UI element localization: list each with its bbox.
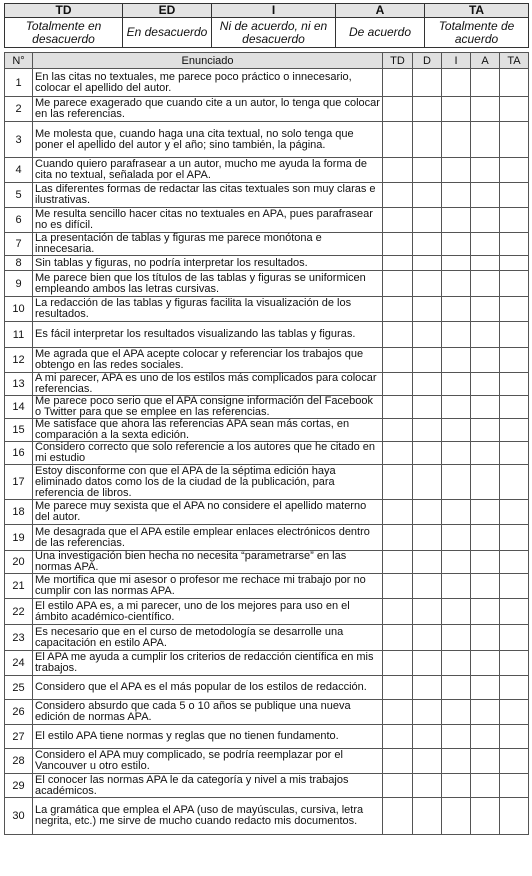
answer-cell-d[interactable] xyxy=(413,69,442,97)
answer-cell-d[interactable] xyxy=(413,348,442,373)
scale-description: Totalmente de acuerdo xyxy=(425,18,529,48)
answer-cell-i[interactable] xyxy=(442,500,471,525)
answer-cell-i[interactable] xyxy=(442,525,471,551)
table-row xyxy=(5,500,529,525)
scale-legend xyxy=(4,3,529,48)
table-row xyxy=(5,625,529,651)
answer-cell-ta[interactable] xyxy=(500,158,529,183)
scale-code: A xyxy=(336,4,425,18)
answer-cell-i[interactable] xyxy=(442,97,471,122)
answer-cell-td[interactable] xyxy=(383,651,413,676)
answer-cell-i[interactable] xyxy=(442,625,471,651)
item-number: 3 xyxy=(5,122,33,158)
answer-cell-i[interactable] xyxy=(442,208,471,233)
answer-cell-ta[interactable] xyxy=(500,725,529,749)
item-statement: Considero absurdo que cada 5 o 10 años se publique una nueva edición de normas APA. xyxy=(33,700,383,725)
header-d: D xyxy=(413,53,442,69)
item-statement: Me parece exagerado que cuando cite a un autor, lo tenga que colocar en las referencias. xyxy=(33,97,383,122)
answer-cell-td[interactable] xyxy=(383,183,413,208)
answer-cell-d[interactable] xyxy=(413,158,442,183)
answer-cell-ta[interactable] xyxy=(500,442,529,465)
answer-cell-d[interactable] xyxy=(413,798,442,835)
answer-cell-ta[interactable] xyxy=(500,208,529,233)
answer-cell-i[interactable] xyxy=(442,465,471,500)
answer-cell-ta[interactable] xyxy=(500,419,529,442)
table-row xyxy=(5,525,529,551)
answer-cell-a[interactable] xyxy=(471,158,500,183)
scale-description: Totalmente en desacuerdo xyxy=(5,18,123,48)
answer-cell-ta[interactable] xyxy=(500,396,529,419)
scale-description: En desacuerdo xyxy=(123,18,212,48)
answer-cell-d[interactable] xyxy=(413,676,442,700)
answer-cell-a[interactable] xyxy=(471,322,500,348)
table-row xyxy=(5,798,529,835)
answer-cell-i[interactable] xyxy=(442,69,471,97)
answer-cell-ta[interactable] xyxy=(500,574,529,599)
answer-cell-td[interactable] xyxy=(383,599,413,625)
answer-cell-td[interactable] xyxy=(383,551,413,574)
table-row xyxy=(5,651,529,676)
answer-cell-ta[interactable] xyxy=(500,122,529,158)
answer-cell-a[interactable] xyxy=(471,599,500,625)
table-row xyxy=(5,465,529,500)
item-statement: La gramática que emplea el APA (uso de mayúsculas, cursiva, letra negrita, etc.) me sirve de mucho cuando redacto mis documentos. xyxy=(33,798,383,835)
answer-cell-ta[interactable] xyxy=(500,183,529,208)
answer-cell-d[interactable] xyxy=(413,183,442,208)
table-row xyxy=(5,322,529,348)
table-row xyxy=(5,774,529,798)
answer-cell-d[interactable] xyxy=(413,500,442,525)
answer-cell-ta[interactable] xyxy=(500,625,529,651)
table-row xyxy=(5,158,529,183)
item-number: 25 xyxy=(5,676,33,700)
answer-cell-i[interactable] xyxy=(442,348,471,373)
table-row xyxy=(5,348,529,373)
item-statement: El conocer las normas APA le da categoría y nivel a mis trabajos académicos. xyxy=(33,774,383,798)
scale-code: I xyxy=(212,4,336,18)
item-number: 7 xyxy=(5,233,33,256)
answer-cell-a[interactable] xyxy=(471,700,500,725)
answer-cell-i[interactable] xyxy=(442,373,471,396)
scale-descriptions-row xyxy=(5,18,529,48)
table-row xyxy=(5,700,529,725)
answer-cell-d[interactable] xyxy=(413,749,442,774)
answer-cell-ta[interactable] xyxy=(500,700,529,725)
answer-cell-td[interactable] xyxy=(383,465,413,500)
answer-cell-d[interactable] xyxy=(413,625,442,651)
answer-cell-d[interactable] xyxy=(413,97,442,122)
answer-cell-i[interactable] xyxy=(442,322,471,348)
answer-cell-i[interactable] xyxy=(442,700,471,725)
item-statement: Me parece muy sexista que el APA no considere el apellido materno del autor. xyxy=(33,500,383,525)
item-number: 1 xyxy=(5,69,33,97)
answer-cell-a[interactable] xyxy=(471,396,500,419)
answer-cell-d[interactable] xyxy=(413,373,442,396)
answer-cell-a[interactable] xyxy=(471,774,500,798)
item-number: 28 xyxy=(5,749,33,774)
item-number: 4 xyxy=(5,158,33,183)
item-statement: Considero que el APA es el más popular de los estilos de redacción. xyxy=(33,676,383,700)
answer-cell-a[interactable] xyxy=(471,208,500,233)
answer-cell-td[interactable] xyxy=(383,500,413,525)
answer-cell-ta[interactable] xyxy=(500,676,529,700)
table-row xyxy=(5,256,529,271)
answer-cell-a[interactable] xyxy=(471,233,500,256)
answer-cell-td[interactable] xyxy=(383,419,413,442)
item-statement: Estoy disconforme con que el APA de la séptima edición haya eliminado datos como los de la ciudad de la publicación, para referencia de libros. xyxy=(33,465,383,500)
answer-cell-a[interactable] xyxy=(471,500,500,525)
table-row xyxy=(5,183,529,208)
scale-code: ED xyxy=(123,4,212,18)
table-row xyxy=(5,419,529,442)
scale-description: Ni de acuerdo, ni en desacuerdo xyxy=(212,18,336,48)
answer-cell-a[interactable] xyxy=(471,465,500,500)
item-number: 10 xyxy=(5,297,33,322)
item-statement: Considero correcto que solo referencie a los autores que he citado en mi estudio xyxy=(33,442,383,465)
scale-description: De acuerdo xyxy=(336,18,425,48)
answer-cell-d[interactable] xyxy=(413,725,442,749)
answer-cell-d[interactable] xyxy=(413,551,442,574)
table-row xyxy=(5,442,529,465)
answer-cell-i[interactable] xyxy=(442,651,471,676)
header-ta: TA xyxy=(500,53,529,69)
item-statement: Me molesta que, cuando haga una cita textual, no solo tenga que poner el apellido del autor y el año; sino también, la página. xyxy=(33,122,383,158)
answer-cell-i[interactable] xyxy=(442,574,471,599)
answer-cell-a[interactable] xyxy=(471,625,500,651)
answer-cell-td[interactable] xyxy=(383,373,413,396)
answer-cell-ta[interactable] xyxy=(500,774,529,798)
answer-cell-a[interactable] xyxy=(471,122,500,158)
answer-cell-i[interactable] xyxy=(442,158,471,183)
answer-cell-d[interactable] xyxy=(413,599,442,625)
answer-cell-ta[interactable] xyxy=(500,297,529,322)
item-statement: Me desagrada que el APA estile emplear enlaces electrónicos dentro de las referencias. xyxy=(33,525,383,551)
item-statement: La presentación de tablas y figuras me parece monótona e innecesaria. xyxy=(33,233,383,256)
item-statement: Me mortifica que mi asesor o profesor me rechace mi trabajo por no cumplir con las normas APA. xyxy=(33,574,383,599)
item-statement: El estilo APA tiene normas y reglas que no tienen fundamento. xyxy=(33,725,383,749)
item-number: 14 xyxy=(5,396,33,419)
answer-cell-td[interactable] xyxy=(383,396,413,419)
answer-cell-i[interactable] xyxy=(442,256,471,271)
item-statement: El estilo APA es, a mi parecer, uno de los mejores para uso en el ámbito académico-científico. xyxy=(33,599,383,625)
item-statement: Es fácil interpretar los resultados visualizando las tablas y figuras. xyxy=(33,322,383,348)
answer-cell-td[interactable] xyxy=(383,256,413,271)
answer-cell-td[interactable] xyxy=(383,798,413,835)
answer-cell-ta[interactable] xyxy=(500,348,529,373)
header-number: N° xyxy=(5,53,33,69)
answer-cell-ta[interactable] xyxy=(500,373,529,396)
answer-cell-d[interactable] xyxy=(413,297,442,322)
answer-cell-td[interactable] xyxy=(383,774,413,798)
answer-cell-i[interactable] xyxy=(442,749,471,774)
answer-cell-td[interactable] xyxy=(383,271,413,297)
answer-cell-td[interactable] xyxy=(383,233,413,256)
answer-cell-td[interactable] xyxy=(383,158,413,183)
table-row xyxy=(5,725,529,749)
answer-cell-a[interactable] xyxy=(471,651,500,676)
answer-cell-ta[interactable] xyxy=(500,271,529,297)
item-statement: A mi parecer, APA es uno de los estilos más complicados para colocar referencias. xyxy=(33,373,383,396)
answer-cell-i[interactable] xyxy=(442,774,471,798)
answer-cell-ta[interactable] xyxy=(500,525,529,551)
answer-cell-d[interactable] xyxy=(413,322,442,348)
item-number: 26 xyxy=(5,700,33,725)
answer-cell-i[interactable] xyxy=(442,122,471,158)
header-i: I xyxy=(442,53,471,69)
table-row xyxy=(5,551,529,574)
answer-cell-ta[interactable] xyxy=(500,256,529,271)
table-body xyxy=(5,69,529,835)
table-row xyxy=(5,574,529,599)
answer-cell-ta[interactable] xyxy=(500,465,529,500)
answer-cell-td[interactable] xyxy=(383,208,413,233)
scale-codes-row xyxy=(5,4,529,18)
table-row xyxy=(5,599,529,625)
answer-cell-a[interactable] xyxy=(471,749,500,774)
answer-cell-ta[interactable] xyxy=(500,322,529,348)
answer-cell-i[interactable] xyxy=(442,798,471,835)
item-statement: Me agrada que el APA acepte colocar y referenciar los trabajos que obtengo en las redes sociales. xyxy=(33,348,383,373)
answer-cell-d[interactable] xyxy=(413,651,442,676)
answer-cell-a[interactable] xyxy=(471,271,500,297)
answer-cell-d[interactable] xyxy=(413,465,442,500)
table-row xyxy=(5,373,529,396)
item-number: 13 xyxy=(5,373,33,396)
answer-cell-a[interactable] xyxy=(471,574,500,599)
answer-cell-a[interactable] xyxy=(471,419,500,442)
table-row xyxy=(5,297,529,322)
scale-code: TD xyxy=(5,4,123,18)
answer-cell-td[interactable] xyxy=(383,725,413,749)
answer-cell-i[interactable] xyxy=(442,297,471,322)
answer-cell-td[interactable] xyxy=(383,69,413,97)
item-number: 29 xyxy=(5,774,33,798)
item-statement: Las diferentes formas de redactar las citas textuales son muy claras e ilustrativas. xyxy=(33,183,383,208)
item-number: 19 xyxy=(5,525,33,551)
answer-cell-d[interactable] xyxy=(413,396,442,419)
answer-cell-i[interactable] xyxy=(442,233,471,256)
item-statement: El APA me ayuda a cumplir los criterios de redacción científica en mis trabajos. xyxy=(33,651,383,676)
answer-cell-td[interactable] xyxy=(383,442,413,465)
item-statement: Es necesario que en el curso de metodología se desarrolle una capacitación en estilo APA. xyxy=(33,625,383,651)
table-row xyxy=(5,233,529,256)
answer-cell-a[interactable] xyxy=(471,256,500,271)
answer-cell-a[interactable] xyxy=(471,725,500,749)
answer-cell-d[interactable] xyxy=(413,208,442,233)
item-number: 27 xyxy=(5,725,33,749)
answer-cell-td[interactable] xyxy=(383,525,413,551)
table-row xyxy=(5,676,529,700)
item-number: 20 xyxy=(5,551,33,574)
answer-cell-td[interactable] xyxy=(383,574,413,599)
item-number: 18 xyxy=(5,500,33,525)
questionnaire-table xyxy=(4,52,529,835)
item-number: 9 xyxy=(5,271,33,297)
header-td: TD xyxy=(383,53,413,69)
answer-cell-i[interactable] xyxy=(442,396,471,419)
header-statement: Enunciado xyxy=(33,53,383,69)
answer-cell-td[interactable] xyxy=(383,749,413,774)
item-number: 8 xyxy=(5,256,33,271)
item-statement: En las citas no textuales, me parece poco práctico o innecesario, colocar el apellido del autor. xyxy=(33,69,383,97)
item-number: 15 xyxy=(5,419,33,442)
table-row xyxy=(5,97,529,122)
answer-cell-i[interactable] xyxy=(442,599,471,625)
item-number: 22 xyxy=(5,599,33,625)
answer-cell-ta[interactable] xyxy=(500,749,529,774)
answer-cell-td[interactable] xyxy=(383,676,413,700)
item-number: 11 xyxy=(5,322,33,348)
answer-cell-i[interactable] xyxy=(442,676,471,700)
answer-cell-d[interactable] xyxy=(413,122,442,158)
answer-cell-d[interactable] xyxy=(413,525,442,551)
table-row xyxy=(5,749,529,774)
answer-cell-i[interactable] xyxy=(442,271,471,297)
table-row xyxy=(5,122,529,158)
answer-cell-i[interactable] xyxy=(442,551,471,574)
answer-cell-td[interactable] xyxy=(383,700,413,725)
answer-cell-a[interactable] xyxy=(471,297,500,322)
answer-cell-i[interactable] xyxy=(442,442,471,465)
item-number: 6 xyxy=(5,208,33,233)
answer-cell-a[interactable] xyxy=(471,348,500,373)
answer-cell-a[interactable] xyxy=(471,551,500,574)
item-number: 2 xyxy=(5,97,33,122)
answer-cell-td[interactable] xyxy=(383,625,413,651)
item-statement: La redacción de las tablas y figuras facilita la visualización de los resultados. xyxy=(33,297,383,322)
item-statement: Me parece poco serio que el APA consigne información del Facebook o Twitter para que se emplee en las referencias. xyxy=(33,396,383,419)
answer-cell-ta[interactable] xyxy=(500,599,529,625)
answer-cell-a[interactable] xyxy=(471,525,500,551)
answer-cell-td[interactable] xyxy=(383,97,413,122)
answer-cell-i[interactable] xyxy=(442,183,471,208)
answer-cell-d[interactable] xyxy=(413,271,442,297)
answer-cell-d[interactable] xyxy=(413,419,442,442)
answer-cell-a[interactable] xyxy=(471,676,500,700)
answer-cell-d[interactable] xyxy=(413,774,442,798)
answer-cell-d[interactable] xyxy=(413,256,442,271)
answer-cell-td[interactable] xyxy=(383,122,413,158)
answer-cell-ta[interactable] xyxy=(500,69,529,97)
answer-cell-a[interactable] xyxy=(471,442,500,465)
answer-cell-ta[interactable] xyxy=(500,651,529,676)
table-row xyxy=(5,69,529,97)
item-number: 5 xyxy=(5,183,33,208)
answer-cell-td[interactable] xyxy=(383,348,413,373)
item-statement: Cuando quiero parafrasear a un autor, mucho me ayuda la forma de cita no textual, señalada por el APA. xyxy=(33,158,383,183)
table-row xyxy=(5,271,529,297)
answer-cell-d[interactable] xyxy=(413,442,442,465)
answer-cell-d[interactable] xyxy=(413,700,442,725)
table-row xyxy=(5,208,529,233)
item-number: 12 xyxy=(5,348,33,373)
header-a: A xyxy=(471,53,500,69)
answer-cell-a[interactable] xyxy=(471,798,500,835)
item-number: 30 xyxy=(5,798,33,835)
scale-code: TA xyxy=(425,4,529,18)
answer-cell-a[interactable] xyxy=(471,373,500,396)
item-number: 24 xyxy=(5,651,33,676)
item-statement: Me resulta sencillo hacer citas no textuales en APA, pues parafrasear no es difícil. xyxy=(33,208,383,233)
answer-cell-td[interactable] xyxy=(383,322,413,348)
answer-cell-a[interactable] xyxy=(471,183,500,208)
item-number: 17 xyxy=(5,465,33,500)
table-row xyxy=(5,396,529,419)
answer-cell-ta[interactable] xyxy=(500,500,529,525)
item-statement: Me parece bien que los títulos de las tablas y figuras se uniformicen empleando ambos las letras cursivas. xyxy=(33,271,383,297)
answer-cell-ta[interactable] xyxy=(500,97,529,122)
item-statement: Sin tablas y figuras, no podría interpretar los resultados. xyxy=(33,256,383,271)
answer-cell-d[interactable] xyxy=(413,574,442,599)
answer-cell-i[interactable] xyxy=(442,419,471,442)
answer-cell-td[interactable] xyxy=(383,297,413,322)
table-header-row xyxy=(5,53,529,69)
item-statement: Me satisface que ahora las referencias APA sean más cortas, en comparación a la sexta edición. xyxy=(33,419,383,442)
answer-cell-ta[interactable] xyxy=(500,798,529,835)
item-number: 21 xyxy=(5,574,33,599)
answer-cell-a[interactable] xyxy=(471,69,500,97)
answer-cell-ta[interactable] xyxy=(500,233,529,256)
item-number: 23 xyxy=(5,625,33,651)
answer-cell-ta[interactable] xyxy=(500,551,529,574)
item-number: 16 xyxy=(5,442,33,465)
answer-cell-i[interactable] xyxy=(442,725,471,749)
answer-cell-d[interactable] xyxy=(413,233,442,256)
item-statement: Considero el APA muy complicado, se podría reemplazar por el Vancouver u otro estilo. xyxy=(33,749,383,774)
answer-cell-a[interactable] xyxy=(471,97,500,122)
item-statement: Una investigación bien hecha no necesita “parametrarse” en las normas APA. xyxy=(33,551,383,574)
